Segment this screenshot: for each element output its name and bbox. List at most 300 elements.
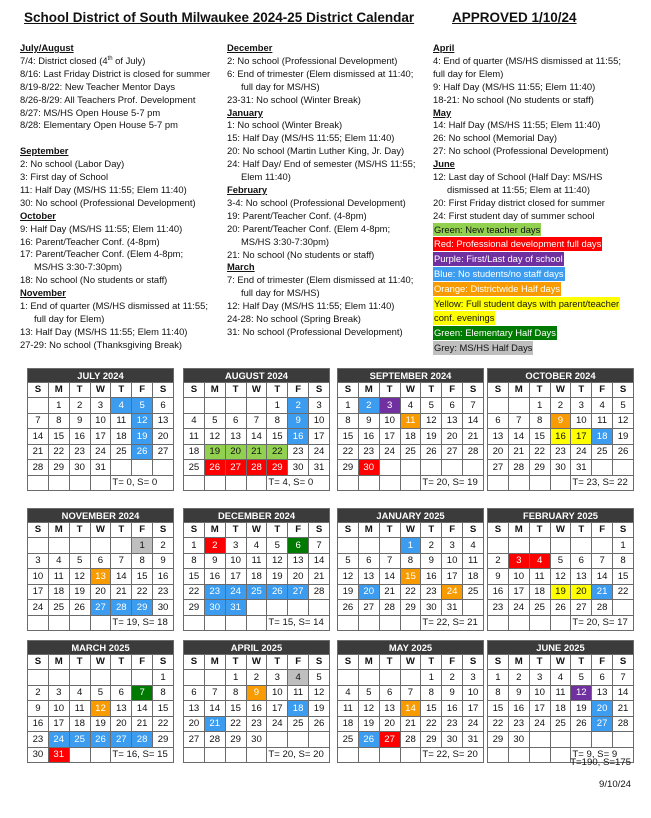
event-item: 2: No school (Labor Day) bbox=[20, 158, 125, 170]
day-cell: 21 bbox=[28, 444, 49, 460]
empty-cell bbox=[508, 747, 529, 763]
week-row bbox=[488, 716, 634, 732]
day-cell: 20 bbox=[488, 444, 509, 460]
day-cell: 28 bbox=[379, 600, 400, 616]
month-totals: T= 16, S= 15 bbox=[111, 747, 174, 763]
day-cell: 21 bbox=[246, 444, 267, 460]
month-heading: October bbox=[20, 209, 56, 221]
day-cell: 21 bbox=[111, 584, 132, 600]
day-cell: 3 bbox=[529, 670, 550, 686]
day-cell: 9 bbox=[488, 569, 509, 585]
day-cell: 14 bbox=[463, 413, 484, 429]
month-totals: T= 4, S= 0 bbox=[267, 475, 330, 491]
empty-cell bbox=[358, 615, 379, 631]
day-cell: 17 bbox=[379, 429, 400, 445]
weekday-label: T bbox=[529, 654, 550, 670]
day-cell bbox=[529, 732, 550, 748]
week-row bbox=[28, 398, 174, 414]
event-item: 7: End of trimester (Elem dismissed at 11:40; bbox=[227, 274, 414, 286]
day-cell bbox=[379, 460, 400, 476]
month-header-row bbox=[338, 509, 484, 523]
day-cell: 18 bbox=[69, 716, 90, 732]
day-cell: 30 bbox=[442, 732, 463, 748]
day-cell bbox=[111, 460, 132, 476]
empty-cell bbox=[184, 747, 205, 763]
legend-item: Orange: Districtwide Half days bbox=[434, 282, 561, 294]
day-cell: 26 bbox=[204, 460, 225, 476]
month-calendar bbox=[337, 508, 484, 631]
empty-cell bbox=[338, 615, 359, 631]
day-cell: 4 bbox=[592, 398, 613, 414]
day-cell: 16 bbox=[508, 701, 529, 717]
day-cell: 9 bbox=[69, 413, 90, 429]
weekday-label: M bbox=[508, 654, 529, 670]
day-cell bbox=[508, 398, 529, 414]
day-cell: 17 bbox=[463, 701, 484, 717]
day-cell: 15 bbox=[48, 429, 69, 445]
day-cell: 24 bbox=[442, 584, 463, 600]
day-cell: 11 bbox=[529, 569, 550, 585]
weekday-label: T bbox=[379, 382, 400, 398]
day-cell: 8 bbox=[400, 553, 421, 569]
day-cell: 18 bbox=[288, 701, 309, 717]
weekday-label: W bbox=[90, 522, 111, 538]
day-cell bbox=[111, 538, 132, 554]
week-row bbox=[338, 460, 484, 476]
weekday-label: S bbox=[184, 522, 205, 538]
day-cell: 3 bbox=[309, 398, 330, 414]
day-cell: 13 bbox=[90, 569, 111, 585]
day-cell: 27 bbox=[288, 584, 309, 600]
day-cell bbox=[488, 538, 509, 554]
day-cell: 15 bbox=[132, 569, 153, 585]
day-cell: 27 bbox=[111, 732, 132, 748]
day-cell: 27 bbox=[358, 600, 379, 616]
day-cell: 28 bbox=[613, 716, 634, 732]
weekday-label: M bbox=[204, 382, 225, 398]
totals-row bbox=[184, 475, 330, 491]
page-title: School District of South Milwaukee 2024-25 District Calendar bbox=[24, 10, 415, 25]
week-row bbox=[488, 732, 634, 748]
day-cell bbox=[592, 732, 613, 748]
spacer bbox=[20, 132, 210, 145]
day-cell: 3 bbox=[463, 670, 484, 686]
week-row bbox=[488, 413, 634, 429]
day-cell: 17 bbox=[267, 701, 288, 717]
day-cell: 5 bbox=[204, 413, 225, 429]
day-cell: 11 bbox=[184, 429, 205, 445]
month-calendar bbox=[183, 640, 330, 763]
day-cell: 23 bbox=[550, 444, 571, 460]
day-cell: 29 bbox=[488, 732, 509, 748]
day-cell bbox=[379, 670, 400, 686]
day-cell: 24 bbox=[267, 716, 288, 732]
month-totals: T= 0, S= 0 bbox=[111, 475, 174, 491]
day-cell: 30 bbox=[288, 460, 309, 476]
week-row bbox=[184, 685, 330, 701]
weekday-label: W bbox=[550, 654, 571, 670]
day-cell: 16 bbox=[488, 584, 509, 600]
day-cell: 2 bbox=[153, 538, 174, 554]
day-cell: 27 bbox=[225, 460, 246, 476]
empty-cell bbox=[28, 615, 49, 631]
empty-cell bbox=[246, 615, 267, 631]
day-cell: 20 bbox=[153, 429, 174, 445]
superscript: th bbox=[107, 55, 113, 62]
empty-cell bbox=[508, 475, 529, 491]
day-cell bbox=[48, 538, 69, 554]
month-totals: T= 22, S= 20 bbox=[421, 747, 484, 763]
day-cell: 15 bbox=[153, 701, 174, 717]
week-row bbox=[28, 716, 174, 732]
day-cell: 2 bbox=[288, 398, 309, 414]
day-cell: 14 bbox=[111, 569, 132, 585]
week-row bbox=[184, 413, 330, 429]
day-cell: 26 bbox=[90, 732, 111, 748]
day-cell: 24 bbox=[463, 716, 484, 732]
month-totals: T= 15, S= 14 bbox=[267, 615, 330, 631]
weekday-label: S bbox=[463, 382, 484, 398]
week-row bbox=[488, 569, 634, 585]
day-cell: 10 bbox=[309, 413, 330, 429]
empty-cell bbox=[379, 475, 400, 491]
month-name: SEPTEMBER 2024 bbox=[338, 369, 484, 383]
event-item-continued: MS/HS 3:30-7:30pm) bbox=[241, 235, 330, 247]
day-cell: 18 bbox=[48, 584, 69, 600]
day-cell: 3 bbox=[28, 553, 49, 569]
day-cell: 16 bbox=[28, 716, 49, 732]
day-cell: 20 bbox=[571, 584, 592, 600]
day-cell: 14 bbox=[246, 429, 267, 445]
totals-row bbox=[338, 747, 484, 763]
event-item: full day for Elem) bbox=[433, 67, 504, 79]
weekday-label: T bbox=[267, 522, 288, 538]
day-cell: 2 bbox=[69, 398, 90, 414]
legend-row bbox=[433, 326, 621, 341]
event-item: 12: Last day of School (Half Day: MS/HS bbox=[433, 171, 603, 183]
event-item: 15: Half Day (MS/HS 11:55; Elem 11:40) bbox=[227, 132, 395, 144]
day-cell: 3 bbox=[508, 553, 529, 569]
day-cell bbox=[267, 732, 288, 748]
week-row bbox=[488, 460, 634, 476]
day-cell: 31 bbox=[225, 600, 246, 616]
day-cell: 22 bbox=[529, 444, 550, 460]
day-cell: 15 bbox=[225, 701, 246, 717]
day-cell: 27 bbox=[488, 460, 509, 476]
legend-row bbox=[433, 223, 621, 238]
weekday-label: S bbox=[184, 382, 205, 398]
day-cell bbox=[288, 600, 309, 616]
day-cell: 7 bbox=[309, 538, 330, 554]
event-item: 1: End of quarter (MS/HS dismissed at 11:55; bbox=[20, 300, 208, 312]
day-cell: 20 bbox=[90, 584, 111, 600]
weekday-row bbox=[28, 522, 174, 538]
day-cell: 19 bbox=[613, 429, 634, 445]
week-row bbox=[28, 553, 174, 569]
event-item: 23-31: No school (Winter Break) bbox=[227, 93, 361, 105]
day-cell bbox=[246, 398, 267, 414]
week-row bbox=[338, 398, 484, 414]
day-cell: 22 bbox=[421, 716, 442, 732]
day-cell: 8 bbox=[132, 553, 153, 569]
day-cell: 11 bbox=[338, 701, 359, 717]
day-cell: 19 bbox=[132, 429, 153, 445]
week-row bbox=[488, 670, 634, 686]
day-cell: 3 bbox=[379, 398, 400, 414]
day-cell bbox=[153, 460, 174, 476]
event-item: 27: No school (Professional Development) bbox=[433, 145, 609, 157]
week-row bbox=[488, 444, 634, 460]
weekday-label: S bbox=[338, 382, 359, 398]
day-cell: 29 bbox=[132, 600, 153, 616]
month-header-row bbox=[184, 369, 330, 383]
day-cell: 6 bbox=[379, 685, 400, 701]
events-column-3 bbox=[433, 42, 621, 356]
event-item: 2: No school (Professional Development) bbox=[227, 54, 398, 66]
month-heading: September bbox=[20, 145, 69, 157]
day-cell: 14 bbox=[309, 553, 330, 569]
day-cell bbox=[246, 600, 267, 616]
weekday-label: S bbox=[184, 654, 205, 670]
day-cell bbox=[90, 538, 111, 554]
empty-cell bbox=[550, 615, 571, 631]
day-cell: 28 bbox=[592, 600, 613, 616]
event-item: 1: No school (Winter Break) bbox=[227, 119, 343, 131]
day-cell bbox=[267, 600, 288, 616]
day-cell: 7 bbox=[508, 413, 529, 429]
day-cell: 17 bbox=[571, 429, 592, 445]
totals-row bbox=[184, 615, 330, 631]
day-cell bbox=[28, 398, 49, 414]
day-cell: 22 bbox=[153, 716, 174, 732]
day-cell: 22 bbox=[613, 584, 634, 600]
day-cell bbox=[48, 670, 69, 686]
day-cell: 7 bbox=[111, 553, 132, 569]
day-cell: 23 bbox=[508, 716, 529, 732]
empty-cell bbox=[338, 747, 359, 763]
week-row bbox=[184, 444, 330, 460]
weekday-label: W bbox=[400, 382, 421, 398]
day-cell bbox=[463, 460, 484, 476]
day-cell: 16 bbox=[153, 569, 174, 585]
weekday-label: M bbox=[508, 522, 529, 538]
weekday-label: S bbox=[338, 654, 359, 670]
day-cell bbox=[28, 538, 49, 554]
weekday-label: M bbox=[204, 522, 225, 538]
day-cell: 5 bbox=[358, 685, 379, 701]
day-cell: 10 bbox=[28, 569, 49, 585]
day-cell: 26 bbox=[132, 444, 153, 460]
day-cell: 11 bbox=[246, 553, 267, 569]
weekday-label: F bbox=[442, 522, 463, 538]
day-cell: 3 bbox=[90, 398, 111, 414]
month-name: JANUARY 2025 bbox=[338, 509, 484, 523]
day-cell: 4 bbox=[400, 398, 421, 414]
month-header-row bbox=[28, 369, 174, 383]
day-cell: 17 bbox=[529, 701, 550, 717]
day-cell: 31 bbox=[463, 732, 484, 748]
weekday-label: T bbox=[111, 382, 132, 398]
day-cell: 14 bbox=[613, 685, 634, 701]
weekday-label: S bbox=[613, 654, 634, 670]
week-row bbox=[28, 413, 174, 429]
weekday-label: S bbox=[28, 522, 49, 538]
event-item: 13: Half Day (MS/HS 11:55; Elem 11:40) bbox=[20, 325, 188, 337]
day-cell: 11 bbox=[48, 569, 69, 585]
day-cell: 17 bbox=[28, 584, 49, 600]
legend-row bbox=[433, 341, 621, 356]
day-cell bbox=[132, 460, 153, 476]
day-cell: 31 bbox=[571, 460, 592, 476]
day-cell: 6 bbox=[488, 413, 509, 429]
weekday-label: F bbox=[592, 654, 613, 670]
month-totals: T= 22, S= 21 bbox=[421, 615, 484, 631]
weekday-label: T bbox=[421, 522, 442, 538]
week-row bbox=[488, 685, 634, 701]
day-cell: 30 bbox=[508, 732, 529, 748]
day-cell: 26 bbox=[613, 444, 634, 460]
weekday-label: F bbox=[288, 522, 309, 538]
day-cell: 14 bbox=[204, 701, 225, 717]
day-cell: 28 bbox=[400, 732, 421, 748]
day-cell: 12 bbox=[132, 413, 153, 429]
day-cell bbox=[442, 460, 463, 476]
event-item: 24: Half Day/ End of semester (MS/HS 11:55; bbox=[227, 158, 416, 170]
weekday-label: W bbox=[550, 522, 571, 538]
day-cell: 29 bbox=[48, 460, 69, 476]
day-cell bbox=[550, 732, 571, 748]
day-cell: 14 bbox=[379, 569, 400, 585]
day-cell: 21 bbox=[309, 569, 330, 585]
weekday-label: T bbox=[225, 382, 246, 398]
event-item: 8/26-8/29: All Teachers Prof. Development bbox=[20, 93, 196, 105]
day-cell: 27 bbox=[184, 732, 205, 748]
day-cell bbox=[111, 670, 132, 686]
day-cell: 20 bbox=[111, 716, 132, 732]
day-cell: 10 bbox=[48, 701, 69, 717]
day-cell: 16 bbox=[421, 569, 442, 585]
day-cell: 16 bbox=[246, 701, 267, 717]
legend-item: Blue: No students/no staff days bbox=[434, 268, 564, 280]
day-cell: 29 bbox=[225, 732, 246, 748]
day-cell: 2 bbox=[550, 398, 571, 414]
day-cell: 9 bbox=[550, 413, 571, 429]
week-row bbox=[28, 685, 174, 701]
weekday-label: T bbox=[69, 654, 90, 670]
day-cell: 4 bbox=[69, 685, 90, 701]
empty-cell bbox=[225, 747, 246, 763]
day-cell: 31 bbox=[90, 460, 111, 476]
event-item: 8/27: MS/HS Open House 5-7 pm bbox=[20, 106, 161, 118]
day-cell: 15 bbox=[613, 569, 634, 585]
day-cell: 7 bbox=[379, 553, 400, 569]
day-cell: 18 bbox=[550, 701, 571, 717]
day-cell: 31 bbox=[442, 600, 463, 616]
empty-cell bbox=[338, 475, 359, 491]
day-cell: 12 bbox=[69, 569, 90, 585]
day-cell bbox=[613, 600, 634, 616]
day-cell bbox=[613, 732, 634, 748]
day-cell: 24 bbox=[571, 444, 592, 460]
day-cell: 30 bbox=[246, 732, 267, 748]
day-cell: 20 bbox=[288, 569, 309, 585]
weekday-label: W bbox=[246, 382, 267, 398]
day-cell bbox=[204, 670, 225, 686]
day-cell: 13 bbox=[379, 701, 400, 717]
weekday-label: F bbox=[288, 654, 309, 670]
week-row bbox=[184, 701, 330, 717]
day-cell: 26 bbox=[338, 600, 359, 616]
day-cell: 3 bbox=[571, 398, 592, 414]
weekday-label: S bbox=[28, 654, 49, 670]
empty-cell bbox=[48, 475, 69, 491]
day-cell: 13 bbox=[288, 553, 309, 569]
day-cell: 29 bbox=[400, 600, 421, 616]
day-cell: 28 bbox=[463, 444, 484, 460]
day-cell: 22 bbox=[132, 584, 153, 600]
month-calendar bbox=[183, 368, 330, 491]
day-cell bbox=[358, 670, 379, 686]
empty-cell bbox=[358, 475, 379, 491]
weekday-row bbox=[488, 382, 634, 398]
month-name: OCTOBER 2024 bbox=[488, 369, 634, 383]
weekday-label: S bbox=[613, 382, 634, 398]
day-cell: 7 bbox=[246, 413, 267, 429]
weekday-row bbox=[338, 522, 484, 538]
empty-cell bbox=[204, 615, 225, 631]
year-totals: T=190, S=175 bbox=[570, 757, 631, 768]
day-cell: 16 bbox=[442, 701, 463, 717]
month-header-row bbox=[184, 641, 330, 655]
month-heading: November bbox=[20, 287, 66, 299]
day-cell: 25 bbox=[592, 444, 613, 460]
day-cell: 2 bbox=[246, 670, 267, 686]
legend-row bbox=[433, 252, 621, 267]
day-cell: 18 bbox=[246, 569, 267, 585]
day-cell: 10 bbox=[267, 685, 288, 701]
empty-cell bbox=[379, 747, 400, 763]
day-cell bbox=[358, 538, 379, 554]
day-cell: 9 bbox=[28, 701, 49, 717]
legend-item: Green: Elementary Half Days bbox=[434, 327, 556, 339]
day-cell: 6 bbox=[442, 398, 463, 414]
day-cell: 19 bbox=[571, 701, 592, 717]
weekday-label: W bbox=[90, 382, 111, 398]
events-column-2 bbox=[227, 42, 415, 339]
weekday-label: S bbox=[488, 522, 509, 538]
event-item: 16: Parent/Teacher Conf. (4-8pm) bbox=[20, 235, 160, 247]
day-cell: 6 bbox=[358, 553, 379, 569]
week-row bbox=[28, 444, 174, 460]
week-row bbox=[338, 413, 484, 429]
day-cell: 16 bbox=[288, 429, 309, 445]
day-cell: 5 bbox=[267, 538, 288, 554]
day-cell: 20 bbox=[379, 716, 400, 732]
day-cell: 17 bbox=[309, 429, 330, 445]
weekday-label: W bbox=[400, 654, 421, 670]
revision-date: 9/10/24 bbox=[598, 779, 631, 790]
day-cell: 24 bbox=[28, 600, 49, 616]
weekday-label: F bbox=[442, 382, 463, 398]
empty-cell bbox=[400, 615, 421, 631]
month-calendar bbox=[337, 368, 484, 491]
weekday-label: S bbox=[613, 522, 634, 538]
month-totals: T= 23, S= 22 bbox=[571, 475, 634, 491]
week-row bbox=[338, 584, 484, 600]
event-item: 17: Parent/Teacher Conf. (Elem 4-8pm; bbox=[20, 248, 184, 260]
month-totals: T= 19, S= 18 bbox=[111, 615, 174, 631]
event-item: 14: Half Day (MS/HS 11:55; Elem 11:40) bbox=[433, 119, 601, 131]
